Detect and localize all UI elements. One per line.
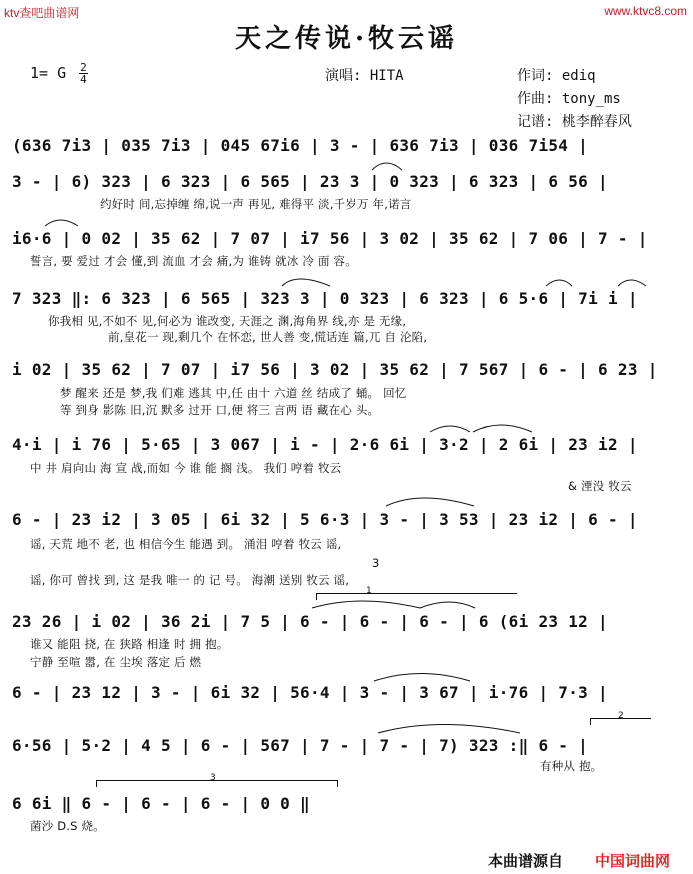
score-line-8: 23 26 | i 02 | 36 2i | 7 5 | 6 - | 6 - | 6 - | 6 (6i 23 12 | <box>12 612 608 631</box>
time-signature-top: 2 <box>80 61 87 74</box>
slur-arc <box>473 425 532 432</box>
composer-credit: 作曲: tony_ms <box>517 91 621 107</box>
score-line-9: 6 - | 23 12 | 3 - | 6i 32 | 56·4 | 3 - | 3 67 | i·76 | 7·3 | <box>12 683 608 702</box>
volta-1-label: 1 <box>366 586 372 596</box>
lyric-line-8: & 湮没 牧云 <box>568 479 632 493</box>
lyric-annotation-3: 3 <box>372 556 380 570</box>
score-line-7: 6 - | 23 i2 | 3 05 | 6i 32 | 5 6·3 | 3 - | 3 53 | 23 i2 | 6 - | <box>12 510 638 529</box>
lyric-line-9: 谣, 天荒 地不 老, 也 相信今生 能遇 到。 涌泪 哼着 牧云 谣, <box>30 537 342 551</box>
slur-arc <box>45 220 78 226</box>
slur-arc <box>430 426 470 432</box>
lyric-line-2: 誓言, 要 爱过 才会 懂,到 流血 才会 痛,为 谁铸 就冰 冷 面 容。 <box>30 254 357 268</box>
score-line-1: (636 7i3 | 035 7i3 | 045 67i6 | 3 - | 636 7i3 | 036 7i54 | <box>12 136 589 155</box>
transcriber-credit: 记谱: 桃李醉春风 <box>517 114 632 130</box>
score-line-3: i6·6 | 0 02 | 35 62 | 7 07 | i7 56 | 3 02 | 35 62 | 7 06 | 7 - | <box>12 229 648 248</box>
slur-arc <box>374 674 470 682</box>
slur-arc <box>312 601 420 608</box>
lyric-line-6: 等 到身 影陈 旧,沉 默多 过开 口,便 将三 言两 语 藏在心 头。 <box>60 403 380 417</box>
slur-arc <box>618 280 646 286</box>
lyric-line-4: 前,皇花一 现,剩几个 在怀恋, 世人善 变,慌话连 篇,兀 自 沦陷, <box>108 330 428 344</box>
source-site-link[interactable]: 中国词曲网 <box>595 852 671 870</box>
lyric-line-3: 你我相 见,不如不 见,何必为 谁改变, 天涯之 渊,海角界 线,亦 是 无缘, <box>48 314 407 328</box>
lyric-line-5: 梦 醒来 还是 梦,我 们难 逃其 中,任 由十 六道 丝 结成了 蛹。 回忆 <box>60 386 407 400</box>
slur-arc <box>546 280 572 286</box>
score-line-6: 4·i | i 76 | 5·65 | 3 067 | i - | 2·6 6i | 3·2 | 2 6i | 23 i2 | <box>12 435 638 454</box>
score-line-5: i 02 | 35 62 | 7 07 | i7 56 | 3 02 | 35 62 | 7 567 | 6 - | 6 23 | <box>12 360 658 379</box>
score-line-2: 3 - | 6) 323 | 6 323 | 6 565 | 23 3 | 0 323 | 6 323 | 6 56 | <box>12 172 608 191</box>
score-line-11: 6 6i ‖ 6 - | 6 - | 6 - | 0 0 ‖ <box>12 794 310 813</box>
volta-2-label: 2 <box>618 711 624 721</box>
slur-arc <box>282 279 330 286</box>
lyric-line-10: 谣, 你可 曾找 到, 这 是我 唯一 的 记 号。 海潮 送别 牧云 谣, <box>30 573 350 587</box>
lyric-line-1: 约好时 间,忘掉缠 绵,说一声 再见, 难得平 淡,千岁万 年,诺言 <box>100 197 412 211</box>
slur-arc <box>378 725 520 734</box>
watermark-top-left: ktv查吧曲谱网 <box>4 6 80 20</box>
slur-arc <box>386 498 474 506</box>
triplet-label: 3 <box>210 773 216 783</box>
lyric-line-7: 中 井 肩向山 海 宣 战,而如 今 谁 能 搁 浅。 我们 哼着 牧云 <box>30 461 342 475</box>
lyricist-credit: 作词: ediq <box>517 68 596 84</box>
key-label: 1= G <box>30 64 67 82</box>
song-title: 天之传说·牧云谣 <box>234 24 459 54</box>
lyric-line-13: 有种从 抱。 <box>540 759 603 773</box>
score-line-4: 7 323 ‖: 6 323 | 6 565 | 323 3 | 0 323 | 6 323 | 6 5·6 | 7i i | <box>12 289 638 308</box>
watermark-top-right: www.ktvc8.com <box>604 4 687 18</box>
lyric-line-11: 谁又 能阻 挠, 在 狭路 相逢 时 拥 抱。 <box>30 637 229 651</box>
score-line-10: 6·56 | 5·2 | 4 5 | 6 - | 567 | 7 - | 7 - | 7) 323 :‖ 6 - | <box>12 736 589 755</box>
lyric-line-12: 宁静 至喧 嚣, 在 尘埃 落定 后 燃 <box>30 655 202 669</box>
singer-credit: 演唱: HITA <box>325 68 404 84</box>
slur-arc <box>420 602 475 608</box>
lyric-line-14: 菌沙 D.S 烧。 <box>30 819 105 833</box>
time-signature-bottom: 4 <box>80 73 87 86</box>
source-label: 本曲谱源自 <box>488 852 564 870</box>
slur-arc <box>372 163 402 170</box>
